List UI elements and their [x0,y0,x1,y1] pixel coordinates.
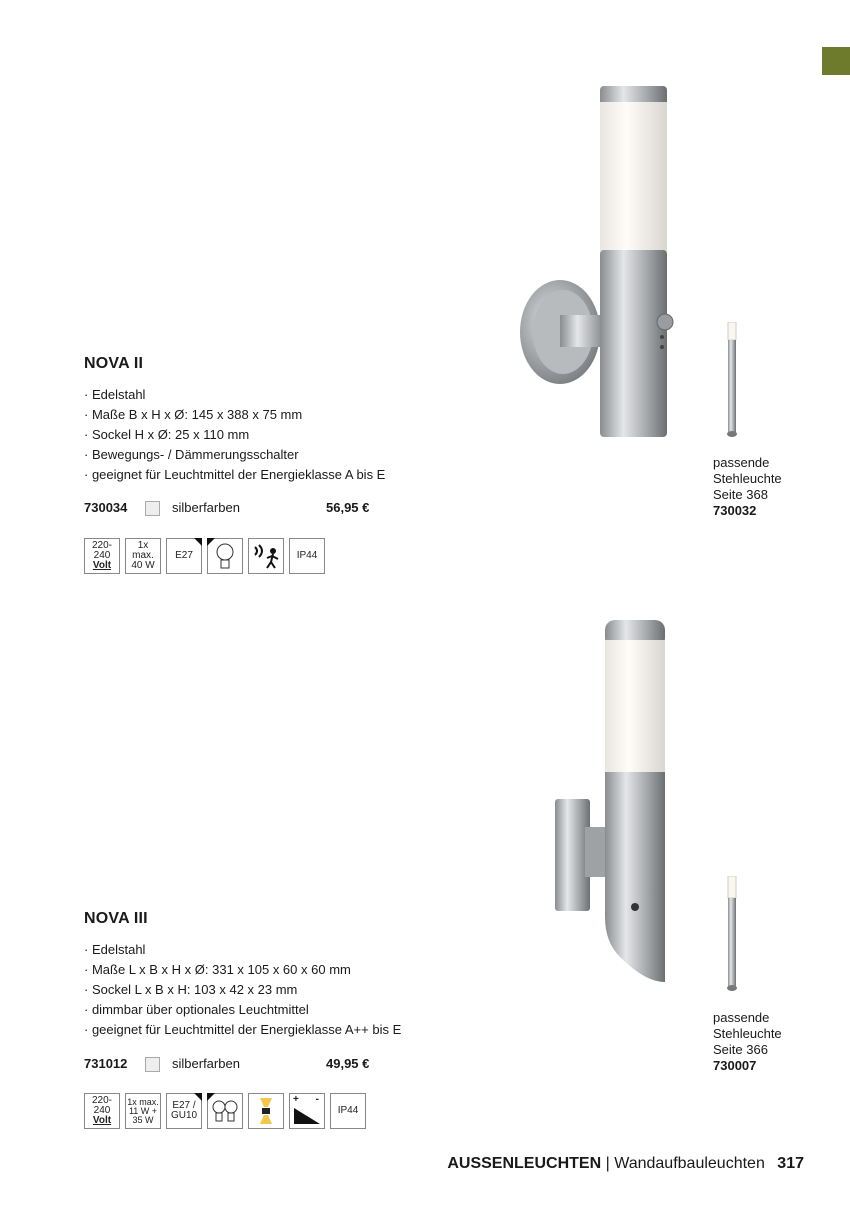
ip-rating-icon: IP44 [330,1093,366,1129]
product-title: NOVA II [84,355,144,372]
feature-item: · geeignet für Leuchtmittel der Energieklasse A++ bis E [84,1020,401,1040]
feature-item: · Edelstahl [84,940,401,960]
feature-item: · geeignet für Leuchtmittel der Energieklasse A bis E [84,465,385,485]
price: 49,95 € [326,1056,370,1071]
ip-rating-icon: IP44 [289,538,325,574]
feature-item: · Edelstahl [84,385,385,405]
socket-icon: E27 [166,538,202,574]
feature-list [84,940,401,1040]
wattage-icon: 1x max. 40 W [125,538,161,574]
matching-article-number: 730007 [713,1058,757,1073]
spec-icons [84,538,325,574]
footer-subcategory: Wandaufbauleuchten [614,1155,765,1172]
page-number: 317 [777,1155,804,1172]
bulb-icon [207,1093,243,1129]
feature-item: · dimmbar über optionales Leuchtmittel [84,1000,401,1020]
feature-item: · Maße B x H x Ø: 145 x 388 x 75 mm [84,405,385,425]
motion-sensor-icon [248,538,284,574]
voltage-icon: 220-240 Volt [84,538,120,574]
feature-item: · Sockel L x B x H: 103 x 42 x 23 mm [84,980,401,1000]
footer-category: AUSSENLEUCHTEN [447,1155,602,1172]
feature-item: · Bewegungs- / Dämmerungsschalter [84,445,385,465]
footer-separator: | [605,1155,610,1172]
article-number: 731012 [84,1056,128,1071]
color-swatch [145,1057,160,1072]
up-down-light-icon [248,1093,284,1129]
page-footer [447,1155,804,1173]
socket-icon: E27 / GU10 [166,1093,202,1129]
order-row [84,500,127,515]
nova-ii-product-image [515,72,690,442]
matching-bollard-image [722,322,742,440]
wattage-icon: 1x max. 11 W + 35 W [125,1093,161,1129]
price: 56,95 € [326,500,370,515]
nova-iii-product-image [550,612,675,987]
voltage-icon: 220-240 Volt [84,1093,120,1129]
finish-label: silberfarben [172,500,240,515]
matching-product-note: passende Stehleuchte Seite 368 730032 [713,455,782,518]
article-number: 730034 [84,500,128,515]
color-swatch [145,501,160,516]
matching-article-number: 730032 [713,503,757,518]
feature-list [84,385,385,485]
spec-icons [84,1093,366,1129]
dimmable-icon: + - [289,1093,325,1129]
bulb-icon [207,538,243,574]
section-color-tab [822,47,850,75]
matching-bollard-image [722,876,742,994]
feature-item: · Sockel H x Ø: 25 x 110 mm [84,425,385,445]
matching-product-note: passende Stehleuchte Seite 366 730007 [713,1010,782,1073]
order-row [84,1056,127,1071]
finish-label: silberfarben [172,1056,240,1071]
product-title: NOVA III [84,910,148,927]
feature-item: · Maße L x B x H x Ø: 331 x 105 x 60 x 60 mm [84,960,401,980]
